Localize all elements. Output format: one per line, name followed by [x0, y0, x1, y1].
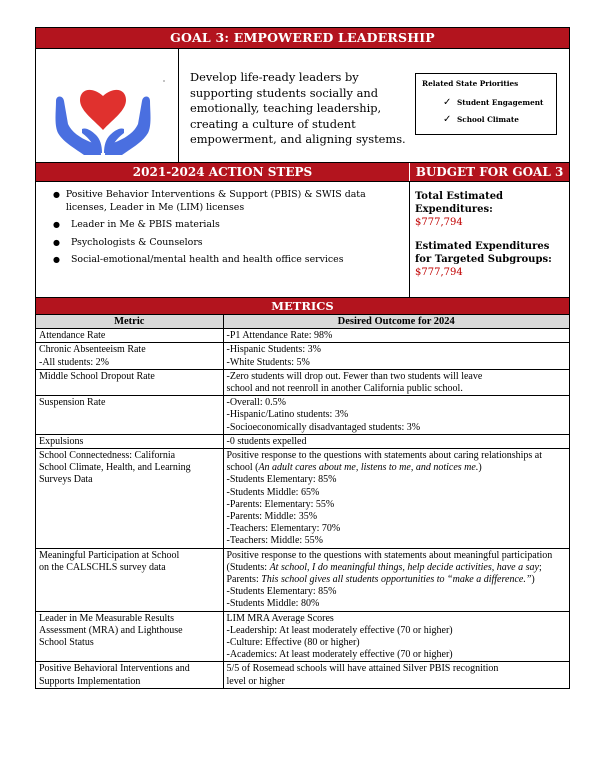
- table-row: [36, 434, 569, 448]
- outcome-cell: Positive response to the questions with statements about meaningful participation (Students: At school, I do meaningful things, help decide activities, have a say; Parents: This school gives all students opportunities to “make a difference.”) -Students Elementary: 85% -Students Middle: 80%: [223, 548, 569, 611]
- state-priorities-title: Related State Priorities: [422, 79, 519, 88]
- metric-cell: Leader in Me Measurable Results Assessment (MRA) and Lighthouse School Status: [36, 611, 223, 662]
- action-step: ● Psychologists & Counselors: [53, 236, 203, 248]
- metric-column-header: Metric: [36, 315, 223, 329]
- outcome-cell: -0 students expelled: [223, 434, 569, 448]
- metric-cell: Middle School Dropout Rate: [36, 369, 223, 395]
- outcome-cell: -P1 Attendance Rate: 98%: [223, 329, 569, 343]
- priority-item: [443, 114, 556, 125]
- action-steps-header: 2021-2024 ACTION STEPS: [36, 163, 410, 181]
- action-step: ● Positive Behavior Interventions & Support (PBIS) & SWIS data licenses, Leader in Me (LIM) licenses: [53, 189, 366, 213]
- table-row: [36, 343, 569, 369]
- bullet-icon: ●: [53, 190, 60, 199]
- icon-cell: [36, 49, 179, 162]
- metric-cell: Chronic Absenteeism Rate -All students: 2%: [36, 343, 223, 369]
- priority-label: School Climate: [457, 115, 519, 124]
- outcome-cell: Positive response to the questions with statements about caring relationships at school (An adult cares about me, listens to me, and notices me.) -Students Elementary: 85% -Students Middle: 65% -Parents: Elementary: 55% -Parents: Middle: 35% -Teachers: Elementary: 70% -Teachers: Middle: 55%: [223, 449, 569, 549]
- metrics-table: [36, 314, 569, 688]
- table-row: [36, 329, 569, 343]
- outcome-column-header: Desired Outcome for 2024: [223, 315, 569, 329]
- table-row: [36, 662, 569, 688]
- steps-budget-body: [36, 181, 569, 297]
- metric-cell: Positive Behavioral Interventions and Supports Implementation: [36, 662, 223, 688]
- total-expenditures-value: $777,794: [415, 217, 463, 228]
- action-step: ● Social-emotional/mental health and health office services: [53, 254, 344, 265]
- table-row: [36, 449, 569, 549]
- state-priorities-box: [415, 73, 557, 135]
- outcome-cell: -Hispanic Students: 3% -White Students: 5%: [223, 343, 569, 369]
- targeted-expenditures-value: $777,794: [415, 267, 463, 278]
- action-steps-list: [36, 182, 410, 297]
- table-row: [36, 369, 569, 395]
- bullet-icon: ●: [53, 237, 60, 247]
- metric-cell: Suspension Rate: [36, 396, 223, 435]
- table-row: [36, 611, 569, 662]
- metric-cell: School Connectedness: California School Climate, Health, and Learning Surveys Data: [36, 449, 223, 549]
- priority-label: Student Engagement: [457, 98, 544, 107]
- budget-header: BUDGET FOR GOAL 3: [410, 163, 569, 181]
- metric-cell: Expulsions: [36, 434, 223, 448]
- table-row: [36, 548, 569, 611]
- budget-panel: [410, 182, 569, 297]
- heart-hands-icon: [36, 49, 179, 161]
- goal-description: Develop life-ready leaders by supporting students socially and emotionally, teaching leadership, creating a culture of student empowerment, and aligning systems.: [190, 70, 406, 146]
- bullet-icon: ●: [53, 255, 60, 264]
- outcome-cell: LIM MRA Average Scores -Leadership: At least moderately effective (70 or higher) -Culture: Effective (80 or higher) -Academics: At least moderately effective (70 or higher): [223, 611, 569, 662]
- table-row: [36, 396, 569, 435]
- targeted-expenditures-label: Estimated Expenditures for Targeted Subgroups:: [415, 241, 552, 265]
- outcome-cell: -Zero students will drop out. Fewer than two students will leave school and not reenroll in another California public school.: [223, 369, 569, 395]
- action-step: ● Leader in Me & PBIS materials: [53, 219, 220, 230]
- goal-title: GOAL 3: EMPOWERED LEADERSHIP: [36, 28, 569, 48]
- outcome-cell: -Overall: 0.5% -Hispanic/Latino students: 3% -Socioeconomically disadvantaged students: 3%: [223, 396, 569, 435]
- checkmark-icon: ✓: [443, 114, 452, 125]
- steps-budget-header: [36, 162, 569, 181]
- priority-item: [443, 97, 556, 108]
- metric-cell: Meaningful Participation at School on the CALSCHLS survey data: [36, 548, 223, 611]
- table-header-row: [36, 315, 569, 329]
- total-expenditures-label: Total Estimated Expenditures:: [415, 191, 504, 215]
- outcome-cell: 5/5 of Rosemead schools will have attained Silver PBIS recognition level or higher: [223, 662, 569, 688]
- metrics-header: METRICS: [36, 297, 569, 314]
- checkmark-icon: ✓: [443, 97, 452, 108]
- metric-cell: Attendance Rate: [36, 329, 223, 343]
- bullet-icon: ●: [53, 220, 60, 229]
- goal-page: [35, 27, 570, 689]
